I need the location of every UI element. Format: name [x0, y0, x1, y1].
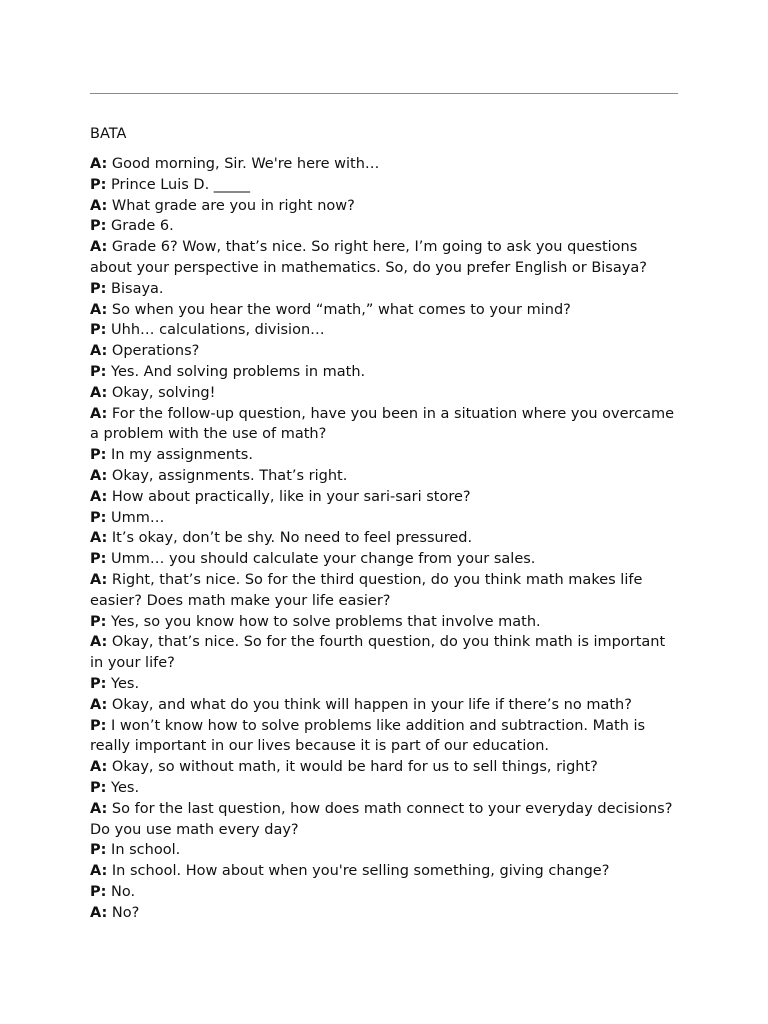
- transcript-line: [90, 882, 680, 903]
- utterance-text: Okay, solving!: [111, 384, 216, 401]
- speaker-label: A:: [90, 301, 108, 318]
- transcript-line: [90, 528, 680, 549]
- speaker-label: A:: [90, 384, 108, 401]
- speaker-label: A:: [90, 863, 108, 880]
- speaker-label: A:: [90, 239, 108, 256]
- speaker-label: A:: [90, 696, 108, 713]
- utterance-text: Uhh… calculations, division…: [111, 322, 325, 339]
- transcript-line: [90, 383, 680, 404]
- utterance-text: Yes, so you know how to solve problems that involve math.: [111, 613, 541, 630]
- utterance-text: No.: [111, 883, 136, 900]
- speaker-label: P:: [90, 779, 107, 796]
- speaker-label: P:: [90, 447, 107, 464]
- utterance-text: Bisaya.: [111, 280, 164, 297]
- utterance-text: Yes.: [111, 675, 140, 692]
- speaker-label: A:: [90, 467, 108, 484]
- speaker-label: A:: [90, 571, 108, 588]
- utterance-text: Yes. And solving problems in math.: [111, 363, 366, 380]
- utterance-text: Yes.: [111, 779, 140, 796]
- transcript-line: [90, 404, 680, 446]
- transcript-line: [90, 466, 680, 487]
- transcript-line: [90, 487, 680, 508]
- speaker-label: P:: [90, 883, 107, 900]
- speaker-label: A:: [90, 488, 108, 505]
- transcript-line: [90, 757, 680, 778]
- utterance-text: Okay, that’s nice. So for the fourth question, do you think math is important in your life?: [90, 634, 666, 672]
- utterance-text: Umm… you should calculate your change from your sales.: [111, 551, 536, 568]
- utterance-text: It’s okay, don’t be shy. No need to feel pressured.: [111, 530, 473, 547]
- transcript-line: [90, 695, 680, 716]
- transcript-line: [90, 716, 680, 758]
- utterance-text: Okay, so without math, it would be hard for us to sell things, right?: [111, 759, 598, 776]
- utterance-text: In school.: [111, 842, 181, 859]
- transcript-line: [90, 570, 680, 612]
- transcript-line: [90, 861, 680, 882]
- utterance-text: So for the last question, how does math connect to your everyday decisions? Do you use math every day?: [90, 800, 673, 838]
- transcript-line: [90, 549, 680, 570]
- speaker-label: A:: [90, 197, 108, 214]
- speaker-label: P:: [90, 675, 107, 692]
- utterance-text: Grade 6.: [111, 218, 174, 235]
- utterance-text: No?: [111, 904, 140, 921]
- utterance-text: Right, that’s nice. So for the third question, do you think math makes life easier? Does math make your life easier?: [90, 571, 643, 609]
- speaker-label: A:: [90, 343, 108, 360]
- utterance-text: In school. How about when you're selling something, giving change?: [111, 863, 610, 880]
- utterance-text: Good morning, Sir. We're here with…: [111, 156, 380, 172]
- transcript-line: [90, 175, 680, 196]
- transcript-line: [90, 508, 680, 529]
- speaker-label: A:: [90, 759, 108, 776]
- speaker-label: A:: [90, 156, 108, 172]
- transcript-line: [90, 216, 680, 237]
- speaker-label: P:: [90, 717, 107, 734]
- transcript-line: [90, 320, 680, 341]
- transcript-line: [90, 341, 680, 362]
- utterance-text: Okay, and what do you think will happen in your life if there’s no math?: [111, 696, 632, 713]
- speaker-label: P:: [90, 842, 107, 859]
- utterance-text: Okay, assignments. That’s right.: [111, 467, 348, 484]
- transcript-line: [90, 154, 680, 175]
- transcript-line: [90, 196, 680, 217]
- speaker-label: A:: [90, 405, 108, 422]
- utterance-text: For the follow-up question, have you been in a situation where you overcame a problem with the use of math?: [90, 405, 675, 443]
- transcript-line: [90, 799, 680, 841]
- transcript-line: [90, 674, 680, 695]
- speaker-label: A:: [90, 634, 108, 651]
- speaker-label: P:: [90, 363, 107, 380]
- transcript-line: [90, 237, 680, 279]
- interview-transcript: [90, 154, 680, 923]
- header-rule: [90, 93, 678, 94]
- utterance-text: What grade are you in right now?: [111, 197, 355, 214]
- speaker-label: P:: [90, 509, 107, 526]
- transcript-line: [90, 445, 680, 466]
- speaker-label: A:: [90, 904, 108, 921]
- speaker-label: P:: [90, 551, 107, 568]
- transcript-line: [90, 840, 680, 861]
- utterance-text: In my assignments.: [111, 447, 253, 464]
- speaker-label: A:: [90, 800, 108, 817]
- transcript-line: [90, 632, 680, 674]
- speaker-label: P:: [90, 613, 107, 630]
- transcript-line: [90, 300, 680, 321]
- speaker-label: P:: [90, 218, 107, 235]
- document-heading: BATA: [90, 126, 127, 142]
- transcript-line: [90, 362, 680, 383]
- utterance-text: I won’t know how to solve problems like addition and subtraction. Math is really important in our lives because it is part of our education.: [90, 717, 646, 755]
- transcript-line: [90, 612, 680, 633]
- speaker-label: P:: [90, 322, 107, 339]
- utterance-text: How about practically, like in your sari-sari store?: [111, 488, 471, 505]
- transcript-line: [90, 279, 680, 300]
- speaker-label: P:: [90, 176, 107, 193]
- transcript-line: [90, 778, 680, 799]
- speaker-label: P:: [90, 280, 107, 297]
- utterance-text: Grade 6? Wow, that’s nice. So right here, I’m going to ask you questions about your perspective in mathematics. So, do you prefer English or Bisaya?: [90, 239, 647, 276]
- utterance-text: Umm…: [111, 509, 165, 526]
- utterance-text: Prince Luis D. _____: [111, 176, 251, 193]
- transcript-line: [90, 903, 680, 924]
- utterance-text: So when you hear the word “math,” what comes to your mind?: [111, 301, 571, 318]
- speaker-label: A:: [90, 530, 108, 547]
- utterance-text: Operations?: [111, 343, 200, 360]
